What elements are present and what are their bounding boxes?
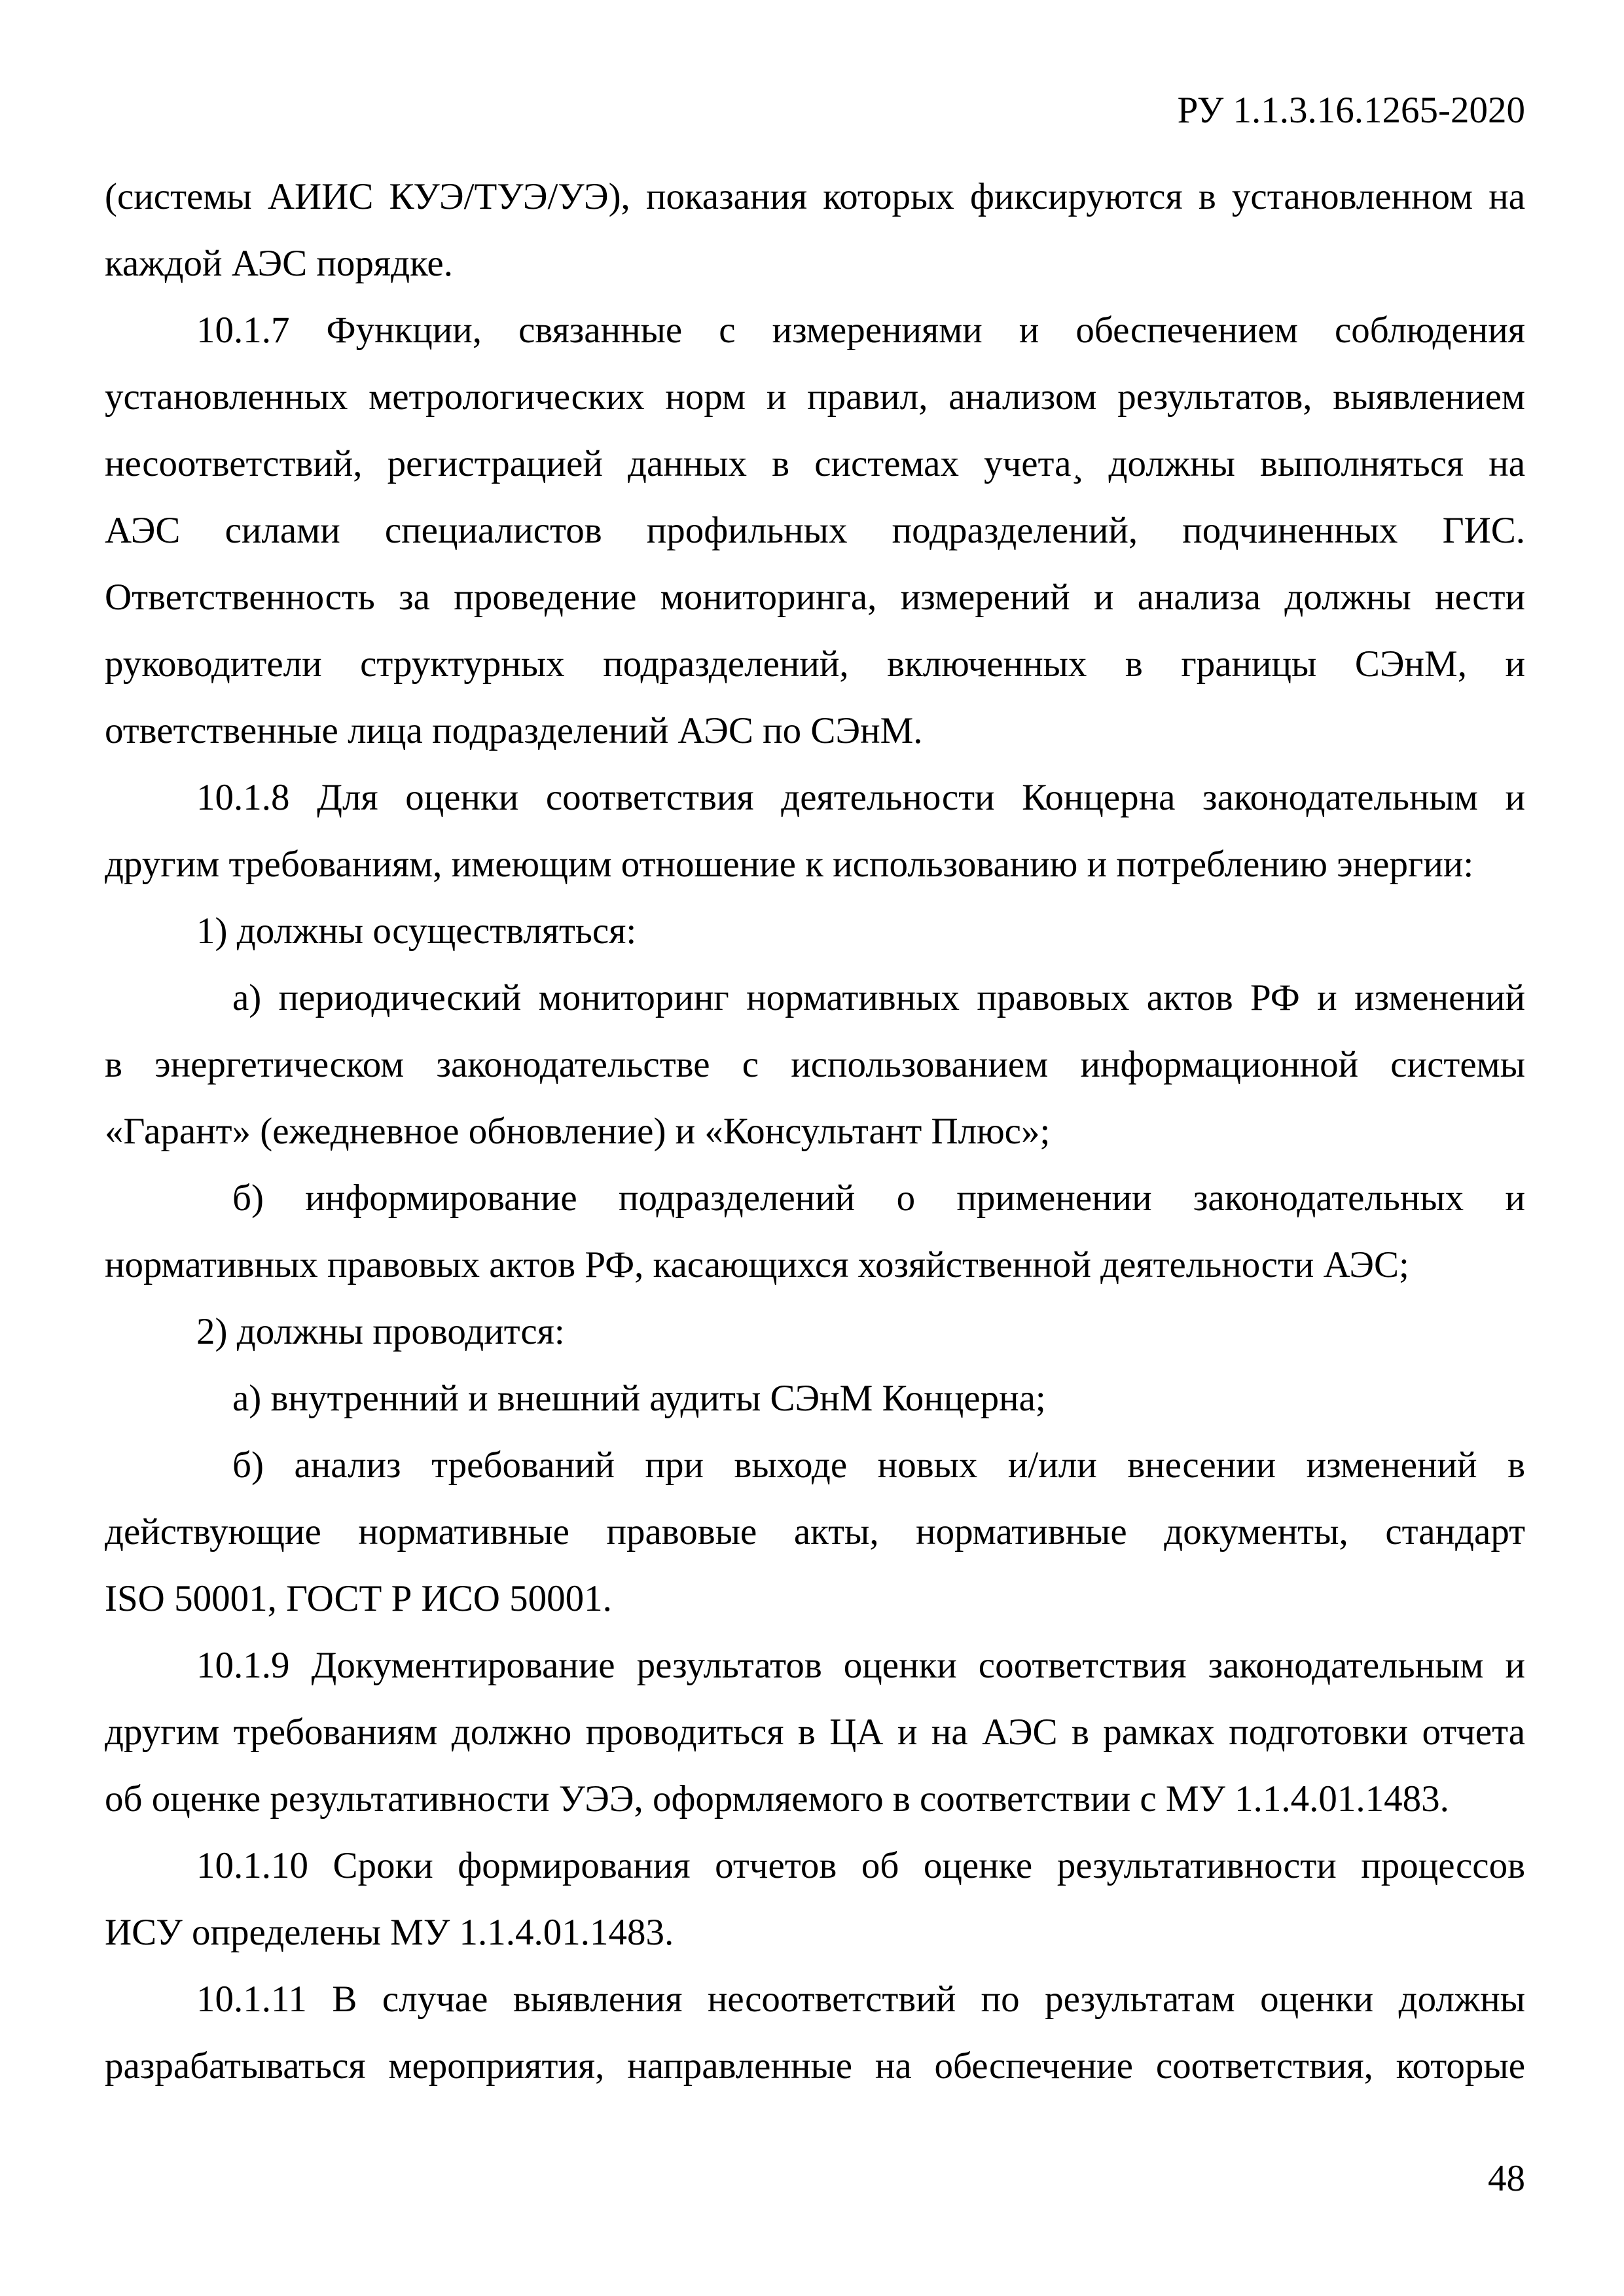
paragraph — [105, 1632, 1525, 1833]
text-line: разрабатываться мероприятия, направленные на обеспечение соответствия, которые — [105, 2045, 1525, 2087]
paragraph — [105, 1365, 1525, 1432]
text-line: 1) должны осуществляться: — [196, 910, 637, 952]
text-line: 10.1.9 Документирование результатов оценки соответствия законодательным и — [196, 1645, 1525, 1686]
text-line: другим требованиям должно проводиться в ЦА и на АЭС в рамках подготовки отчета — [105, 1712, 1525, 1753]
document-body — [105, 164, 1525, 2100]
text-line: нормативных правовых актов РФ, касающихся хозяйственной деятельности АЭС; — [105, 1244, 1409, 1285]
text-line: б) анализ требований при выходе новых и/или внесении изменений в — [232, 1444, 1525, 1486]
text-line: Ответственность за проведение мониторинга, измерений и анализа должны нести — [105, 577, 1525, 618]
text-line: 10.1.11 В случае выявления несоответствий по результатам оценки должны — [196, 1979, 1525, 2020]
text-line: а) внутренний и внешний аудиты СЭнМ Концерна; — [232, 1378, 1046, 1419]
text-line: руководители структурных подразделений, включенных в границы СЭнМ, и — [105, 643, 1525, 685]
paragraph — [105, 1833, 1525, 1966]
text-line: ИСУ определены МУ 1.1.4.01.1483. — [105, 1912, 674, 1953]
paragraph — [105, 164, 1525, 297]
paragraph — [105, 1966, 1525, 2100]
text-line: несоответствий, регистрацией данных в системах учета¸ должны выполняться на — [105, 443, 1525, 484]
text-line: «Гарант» (ежедневное обновление) и «Консультант Плюс»; — [105, 1111, 1051, 1152]
paragraph — [105, 764, 1525, 898]
text-line: 10.1.8 Для оценки соответствия деятельности Концерна законодательным и — [196, 777, 1525, 818]
text-line: 10.1.7 Функции, связанные с измерениями и обеспечением соблюдения — [196, 310, 1525, 351]
paragraph — [105, 1432, 1525, 1632]
paragraph — [105, 898, 1525, 965]
text-line: 10.1.10 Сроки формирования отчетов об оценке результативности процессов — [196, 1845, 1525, 1886]
text-line: в энергетическом законодательстве с использованием информационной системы — [105, 1044, 1525, 1085]
text-line: каждой АЭС порядке. — [105, 243, 453, 284]
text-line: ответственные лица подразделений АЭС по СЭнМ. — [105, 710, 923, 751]
paragraph — [105, 1299, 1525, 1365]
text-line: АЭС силами специалистов профильных подразделений, подчиненных ГИС. — [105, 510, 1525, 551]
page-number: 48 — [1488, 2158, 1525, 2199]
text-line: 2) должны проводится: — [196, 1311, 565, 1352]
text-line: действующие нормативные правовые акты, нормативные документы, стандарт — [105, 1511, 1525, 1552]
text-line: об оценке результативности УЭЭ, оформляемого в соответствии с МУ 1.1.4.01.1483. — [105, 1778, 1449, 1820]
paragraph — [105, 297, 1525, 764]
text-line: а) периодический мониторинг нормативных правовых актов РФ и изменений — [232, 977, 1525, 1018]
text-line: установленных метрологических норм и правил, анализом результатов, выявлением — [105, 376, 1525, 418]
text-line: другим требованиям, имеющим отношение к использованию и потреблению энергии: — [105, 844, 1474, 885]
text-line: б) информирование подразделений о применении законодательных и — [232, 1177, 1525, 1219]
paragraph — [105, 965, 1525, 1165]
text-line: ISO 50001, ГОСТ Р ИСО 50001. — [105, 1578, 612, 1619]
text-line: (системы АИИС КУЭ/ТУЭ/УЭ), показания которых фиксируются в установленном на — [105, 176, 1525, 217]
paragraph — [105, 1165, 1525, 1299]
document-code-header: РУ 1.1.3.16.1265-2020 — [1177, 90, 1525, 131]
